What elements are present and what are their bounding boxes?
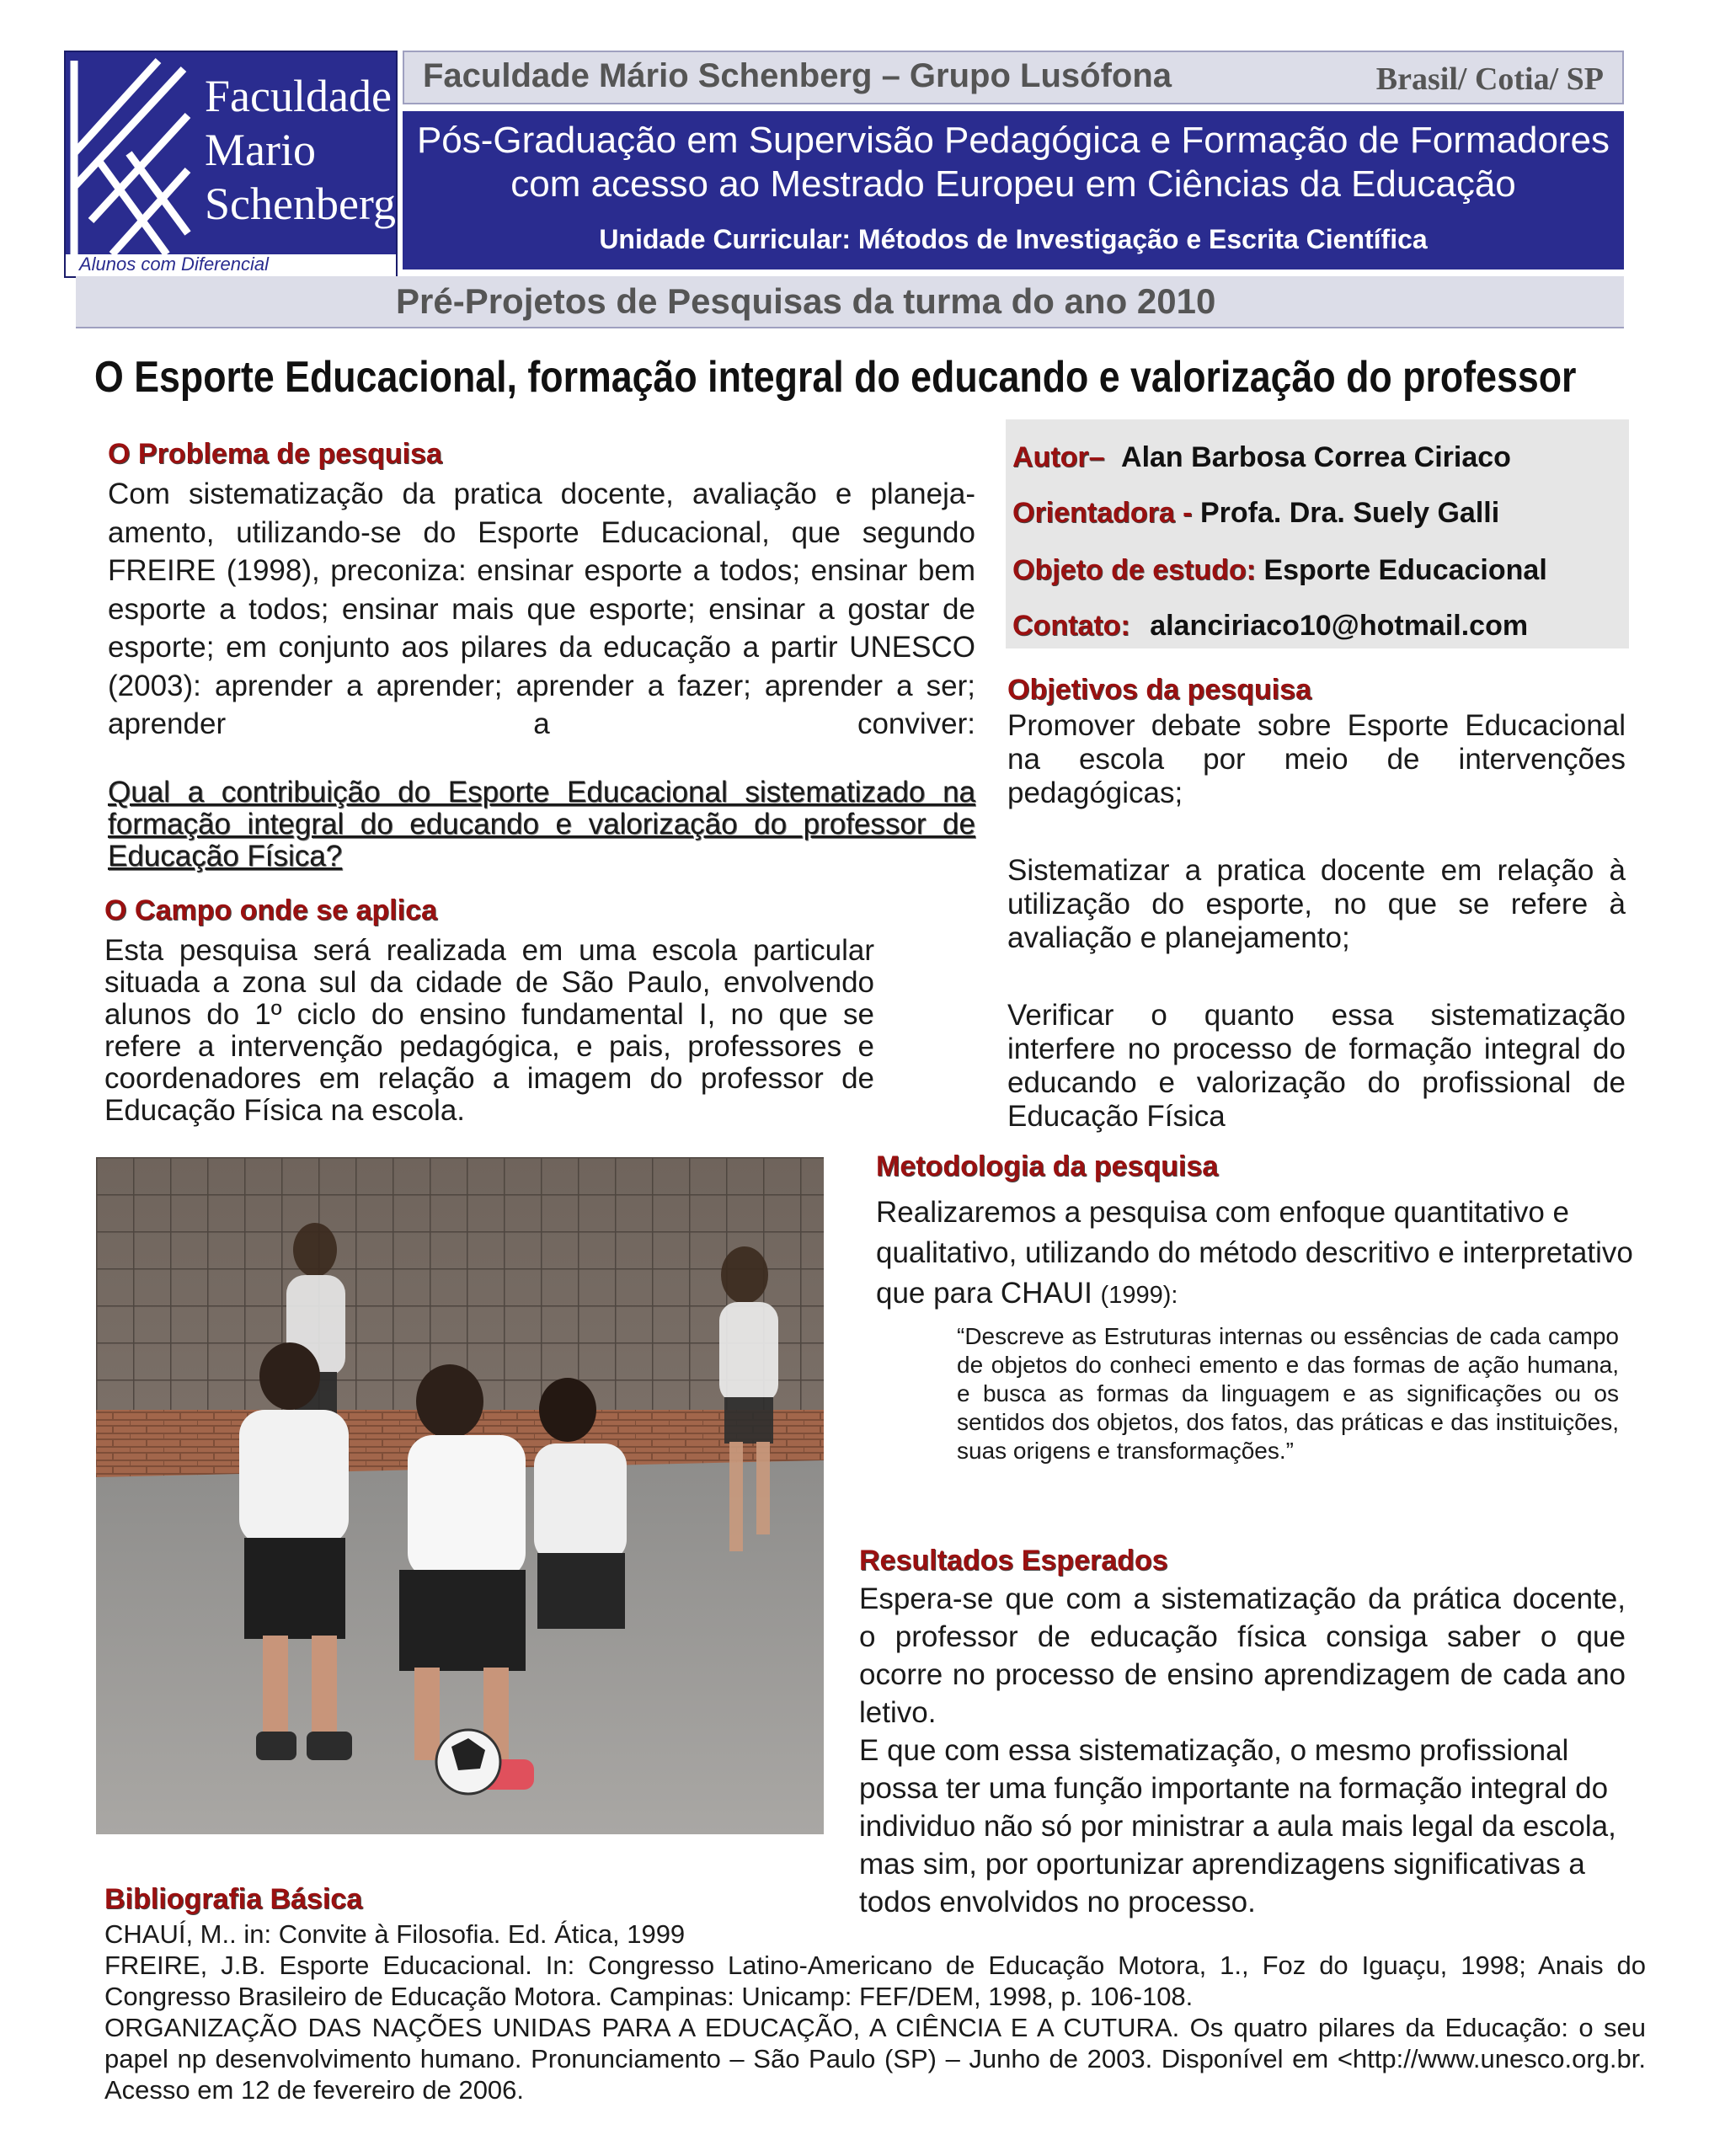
author-label: Autor– <box>1012 441 1105 473</box>
objectives-heading: Objetivos da pesquisa <box>1007 674 1311 706</box>
page-title: O Esporte Educacional, formação integral do educando e valorização do professor <box>94 353 1577 402</box>
advisor-row <box>1012 497 1499 530</box>
logo-name <box>205 69 396 231</box>
bibliography-entry: CHAUÍ, M.. in: Convite à Filosofia. Ed. Ática, 1999 <box>104 1919 686 1949</box>
bibliography-entry: ORGANIZAÇÃO DAS NAÇÕES UNIDAS PARA A EDUCAÇÃO, A CIÊNCIA E A CUTURA. Os quatro pilares da Educação: o seu papel np desenvolvimento humano. Pronunciamento – São Paulo (SP) – Junho de 2003. Disponível em <http://www.unesco.org.br. Acesso em 12 de fevereiro de 2006. <box>104 2013 1646 2105</box>
subtitle-banner <box>76 276 1624 328</box>
logo-name-line: Schenberg <box>205 179 396 229</box>
contact-row <box>1012 610 1528 643</box>
logo-tagline: Alunos com Diferencial <box>79 253 269 275</box>
program-banner <box>403 111 1624 270</box>
author-row <box>1012 441 1511 474</box>
logo-mark-icon <box>66 52 192 263</box>
methodology-quote: “Descreve as Estruturas internas ou essências de cada campo de objetos do conheci emento e das formas de ação humana, e busca as formas da linguagem e as significações ou os sentidos dos objetos, dos fatos, das práticas e das instituições, suas origens e transformações.” <box>957 1323 1619 1464</box>
object-row <box>1012 554 1547 587</box>
object-label: Objeto de estudo: <box>1012 554 1256 586</box>
page-subtitle: Pré-Projetos de Pesquisas da turma do ano 2010 <box>396 281 1216 321</box>
results-heading: Resultados Esperados <box>859 1545 1168 1577</box>
methodology-text-body: Realizaremos a pesquisa com enfoque quantitativo e qualitativo, utilizando do método descritivo e interpretativo que para CHAUI <box>876 1196 1633 1310</box>
field-text: Esta pesquisa será realizada em uma escola particular situada a zona sul da cidade de São Paulo, envolvendo alunos do 1º ciclo do ensino fundamental I, no que se refere a intervenção pedagógica, e pais, professores e coordenadores em relação a imagem do professor de Educação Física na escola. <box>104 934 874 1127</box>
methodology-heading: Metodologia da pesquisa <box>876 1150 1219 1182</box>
objective-item: Sistematizar a pratica docente em relação à utilização do esporte, no que se refere à avaliação e planejamento; <box>1007 854 1626 954</box>
objective-item: Verificar o quanto essa sistematização interfere no processo de formação integral do educando e valorização do profissional de Educação Física <box>1007 999 1626 1133</box>
info-box <box>1006 419 1629 648</box>
object-value: Esporte Educacional <box>1263 554 1547 586</box>
program-line-2: com acesso ao Mestrado Europeu em Ciências da Educação <box>510 163 1516 205</box>
methodology-year: (1999): <box>1100 1282 1178 1309</box>
results-text-1: Espera-se que com a sistematização da prática docente, o professor de educação física consiga saber o que ocorre no processo de ensino aprendizagem de cada ano letivo. <box>859 1582 1626 1729</box>
program-line-1: Pós-Graduação em Supervisão Pedagógica e Formação de Formadores <box>416 120 1610 161</box>
field-heading: O Campo onde se aplica <box>104 894 437 926</box>
contact-email[interactable]: alanciriaco10@hotmail.com <box>1150 610 1529 642</box>
problem-text: Com sistematização da pratica docente, avaliação e planeja-amento, utilizando-se do Esporte Educacional, que segundo FREIRE (1998), preconiza: ensinar esporte a todos; ensinar bem esporte a todos; ensinar mais que esporte; ensinar a gostar de esporte; em conjunto aos pilares da educação a partir UNESCO (2003): aprender a aprender; aprender a fazer; aprender a ser; aprender a conviver: <box>108 478 975 740</box>
problem-heading: O Problema de pesquisa <box>108 438 442 470</box>
institution-name: Faculdade Mário Schenberg – Grupo Lusófona <box>423 57 1172 94</box>
objective-item: Promover debate sobre Esporte Educacional na escola por meio de intervenções pedagógicas; <box>1007 709 1626 809</box>
logo-tagline-bar <box>66 254 396 276</box>
bibliography-entry: FREIRE, J.B. Esporte Educacional. In: Congresso Latino-Americano de Educação Motora, 1., Foz do Iguaçu, 1998; Anais do Congresso Brasileiro de Educação Motora. Campinas: Unicamp: FEF/DEM, 1998, p. 106-108. <box>104 1951 1646 2011</box>
institution-banner <box>403 51 1624 104</box>
advisor-separator: - <box>1174 497 1200 529</box>
bibliography-heading: Bibliografia Básica <box>104 1883 363 1915</box>
research-question: Qual a contribuição do Esporte Educacional sistematizado na formação integral do educando e valorização do professor de Educação Física? <box>108 776 975 873</box>
logo-name-line: Mario <box>205 125 316 175</box>
futsal-photo <box>96 1157 824 1834</box>
advisor-name: Profa. Dra. Suely Galli <box>1199 497 1500 529</box>
curricular-unit: Unidade Curricular: Métodos de Investigação e Escrita Científica <box>599 224 1428 254</box>
methodology-text <box>876 1193 1634 1315</box>
results-text-2: E que com essa sistematização, o mesmo profissional possa ter uma função importante na formação integral do individuo não só por ministrar a aula mais legal da escola, mas sim, por oportunizar aprendizagens significativas a todos envolvidos no processo. <box>859 1734 1616 1919</box>
author-name: Alan Barbosa Correa Ciriaco <box>1121 441 1511 473</box>
contact-label: Contato: <box>1012 610 1130 642</box>
institution-location: Brasil/ Cotia/ SP <box>1375 61 1604 97</box>
logo-name-line: Faculdade <box>205 71 392 121</box>
advisor-label: Orientadora <box>1012 497 1175 529</box>
institution-logo <box>64 51 398 278</box>
futsal-players-image <box>96 1157 824 1834</box>
